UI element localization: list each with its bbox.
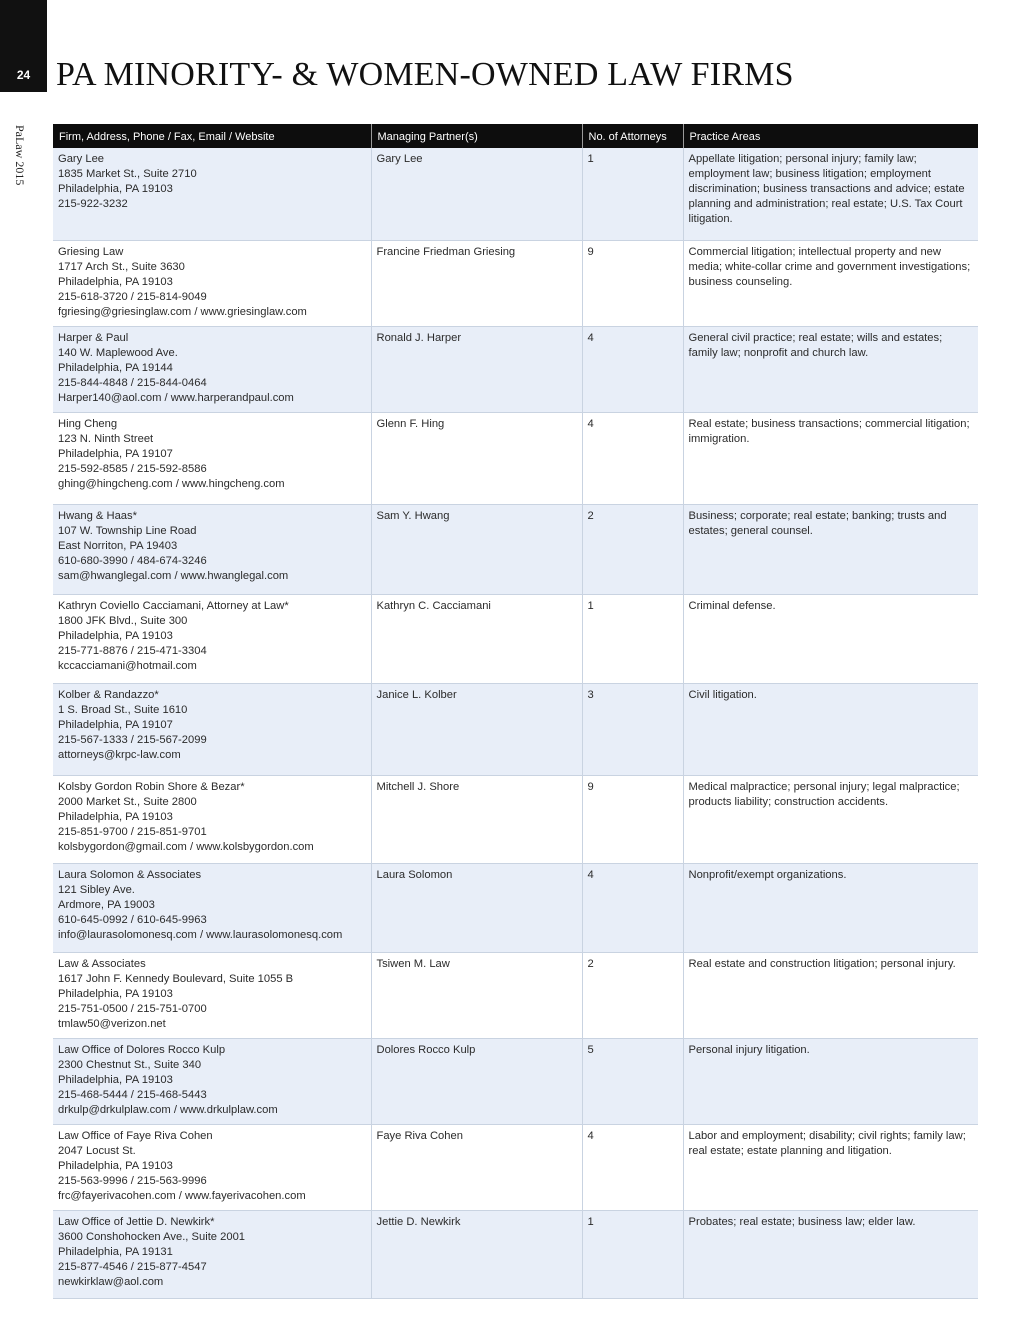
practice-areas-cell: General civil practice; real estate; wills and estates; family law; nonprofit and church law. (683, 326, 978, 412)
practice-areas-cell: Real estate; business transactions; commercial litigation; immigration. (683, 412, 978, 504)
firm-detail-line: East Norriton, PA 19403 (58, 539, 178, 552)
firm-cell (53, 775, 371, 863)
table-row (53, 863, 978, 952)
firm-cell (53, 240, 371, 326)
firm-detail-line: 2000 Market St., Suite 2800 (58, 795, 197, 808)
firm-detail-line: 3600 Conshohocken Ave., Suite 2001 (58, 1230, 246, 1243)
header-practice-areas: Practice Areas (683, 124, 978, 148)
practice-areas-cell: Probates; real estate; business law; elder law. (683, 1210, 978, 1298)
attorney-count-cell: 1 (582, 1210, 683, 1298)
firm-detail-line: Philadelphia, PA 19131 (58, 1245, 173, 1258)
firm-cell (53, 683, 371, 775)
managing-partner-cell: Faye Riva Cohen (371, 1124, 582, 1210)
firm-cell (53, 952, 371, 1038)
firm-detail-line: Philadelphia, PA 19107 (58, 718, 173, 731)
managing-partner-cell: Jettie D. Newkirk (371, 1210, 582, 1298)
firm-detail-line: 1835 Market St., Suite 2710 (58, 168, 197, 180)
firm-detail-line: 140 W. Maplewood Ave. (58, 346, 178, 359)
firm-cell (53, 412, 371, 504)
firm-detail-line: Philadelphia, PA 19144 (58, 361, 173, 374)
attorney-count-cell: 2 (582, 952, 683, 1038)
firm-detail-line: info@laurasolomonesq.com / www.laurasolomonesq.com (58, 928, 343, 941)
firm-detail-line: sam@hwanglegal.com / www.hwanglegal.com (58, 569, 289, 582)
firm-cell (53, 594, 371, 683)
firm-name: Hing Cheng (58, 417, 118, 430)
practice-areas-cell: Business; corporate; real estate; banking; trusts and estates; general counsel. (683, 504, 978, 594)
attorney-count-cell: 9 (582, 775, 683, 863)
firm-detail-line: 215-771-8876 / 215-471-3304 (58, 644, 207, 657)
firm-detail-line: 2047 Locust St. (58, 1144, 136, 1157)
firm-detail-line: 107 W. Township Line Road (58, 524, 197, 537)
managing-partner-cell: Gary Lee (371, 148, 582, 240)
firm-detail-line: drkulp@drkulplaw.com / www.drkulplaw.com (58, 1103, 278, 1116)
firm-detail-line: Philadelphia, PA 19103 (58, 1073, 173, 1086)
attorney-count-cell: 9 (582, 240, 683, 326)
table-row (53, 1038, 978, 1124)
firm-cell (53, 504, 371, 594)
practice-areas-cell: Appellate litigation; personal injury; family law; employment law; business litigation; employment discrimination; business transactions and advice; estate planning and administration; real estate; U.S. Tax Court litigation. (683, 148, 978, 240)
attorney-count-cell: 2 (582, 504, 683, 594)
publication-label: PaLaw 2015 (13, 125, 27, 186)
managing-partner-cell: Tsiwen M. Law (371, 952, 582, 1038)
practice-areas-cell: Civil litigation. (683, 683, 978, 775)
firm-detail-line: kolsbygordon@gmail.com / www.kolsbygordon.com (58, 840, 314, 853)
firm-cell (53, 1124, 371, 1210)
firm-name: Griesing Law (58, 245, 124, 258)
table-row (53, 1124, 978, 1210)
firm-detail-line: 1717 Arch St., Suite 3630 (58, 260, 185, 273)
firm-detail-line: 215-563-9996 / 215-563-9996 (58, 1174, 207, 1187)
table-row (53, 326, 978, 412)
firm-detail-line: 610-680-3990 / 484-674-3246 (58, 554, 207, 567)
firm-detail-line: 121 Sibley Ave. (58, 883, 135, 896)
attorney-count-cell: 3 (582, 683, 683, 775)
firm-detail-line: attorneys@krpc-law.com (58, 748, 181, 761)
attorney-count-cell: 4 (582, 326, 683, 412)
firm-name: Laura Solomon & Associates (58, 868, 202, 881)
firm-detail-line: 610-645-0992 / 610-645-9963 (58, 913, 207, 926)
firm-name: Kolber & Randazzo* (58, 688, 159, 701)
firm-detail-line: newkirklaw@aol.com (58, 1275, 164, 1288)
firm-name: Law Office of Jettie D. Newkirk* (58, 1215, 215, 1228)
firm-detail-line: frc@fayerivacohen.com / www.fayerivacohen.com (58, 1189, 306, 1202)
managing-partner-cell: Sam Y. Hwang (371, 504, 582, 594)
firm-detail-line: Philadelphia, PA 19103 (58, 275, 173, 288)
firm-detail-line: 215-851-9700 / 215-851-9701 (58, 825, 207, 838)
firm-detail-line: 1617 John F. Kennedy Boulevard, Suite 1055 B (58, 972, 294, 985)
practice-areas-cell: Real estate and construction litigation; personal injury. (683, 952, 978, 1038)
firm-detail-line: 1 S. Broad St., Suite 1610 (58, 703, 188, 716)
header-firm: Firm, Address, Phone / Fax, Email / Website (53, 124, 371, 148)
table-row (53, 240, 978, 326)
firm-detail-line: 123 N. Ninth Street (58, 432, 154, 445)
practice-areas-cell: Nonprofit/exempt organizations. (683, 863, 978, 952)
table-row (53, 952, 978, 1038)
firm-detail-line: Philadelphia, PA 19103 (58, 183, 173, 195)
firm-detail-line: ghing@hingcheng.com / www.hingcheng.com (58, 477, 285, 490)
firm-name: Law Office of Faye Riva Cohen (58, 1129, 213, 1142)
firm-detail-line: 215-618-3720 / 215-814-9049 (58, 290, 207, 303)
practice-areas-cell: Medical malpractice; personal injury; legal malpractice; products liability; construction accidents. (683, 775, 978, 863)
page-title: PA MINORITY- & WOMEN-OWNED LAW FIRMS (56, 56, 794, 93)
firm-detail-line: Philadelphia, PA 19103 (58, 629, 173, 642)
firm-name: Law & Associates (58, 957, 146, 970)
managing-partner-cell: Mitchell J. Shore (371, 775, 582, 863)
firm-detail-line: 215-877-4546 / 215-877-4547 (58, 1260, 207, 1273)
header-attorney-count: No. of Attorneys (582, 124, 683, 148)
firm-detail-line: Philadelphia, PA 19103 (58, 810, 173, 823)
firm-name: Kathryn Coviello Cacciamani, Attorney at Law* (58, 599, 289, 612)
firm-cell (53, 148, 371, 240)
page-number: 24 (16, 68, 31, 82)
table-body (53, 148, 978, 1298)
firm-name: Gary Lee (58, 153, 105, 165)
table-row (53, 412, 978, 504)
firm-detail-line: 2300 Chestnut St., Suite 340 (58, 1058, 202, 1071)
firm-cell (53, 863, 371, 952)
firm-cell (53, 1210, 371, 1298)
firm-cell (53, 1038, 371, 1124)
firm-detail-line: Philadelphia, PA 19103 (58, 987, 173, 1000)
firm-detail-line: Ardmore, PA 19003 (58, 898, 155, 911)
firm-detail-line: tmlaw50@verizon.net (58, 1017, 166, 1030)
firm-detail-line: fgriesing@griesinglaw.com / www.griesinglaw.com (58, 305, 307, 318)
firm-name: Harper & Paul (58, 331, 129, 344)
table-row (53, 1210, 978, 1298)
managing-partner-cell: Laura Solomon (371, 863, 582, 952)
practice-areas-cell: Commercial litigation; intellectual property and new media; white-collar crime and government investigations; business counseling. (683, 240, 978, 326)
table-header-row (53, 124, 978, 148)
attorney-count-cell: 1 (582, 594, 683, 683)
table-row (53, 148, 978, 240)
firm-detail-line: 215-844-4848 / 215-844-0464 (58, 376, 207, 389)
table-row (53, 594, 978, 683)
attorney-count-cell: 5 (582, 1038, 683, 1124)
firm-detail-line: 1800 JFK Blvd., Suite 300 (58, 614, 188, 627)
law-firms-table (53, 124, 978, 1299)
attorney-count-cell: 1 (582, 148, 683, 240)
managing-partner-cell: Dolores Rocco Kulp (371, 1038, 582, 1124)
firm-name: Kolsby Gordon Robin Shore & Bezar* (58, 780, 245, 793)
attorney-count-cell: 4 (582, 412, 683, 504)
firm-cell (53, 326, 371, 412)
firm-detail-line: 215-922-3232 (58, 198, 128, 210)
managing-partner-cell: Kathryn C. Cacciamani (371, 594, 582, 683)
managing-partner-cell: Francine Friedman Griesing (371, 240, 582, 326)
table-row (53, 683, 978, 775)
attorney-count-cell: 4 (582, 1124, 683, 1210)
practice-areas-cell: Personal injury litigation. (683, 1038, 978, 1124)
table-row (53, 775, 978, 863)
practice-areas-cell: Labor and employment; disability; civil rights; family law; real estate; estate planning and litigation. (683, 1124, 978, 1210)
firm-detail-line: kccacciamani@hotmail.com (58, 659, 197, 672)
firm-detail-line: Philadelphia, PA 19103 (58, 1159, 173, 1172)
firm-detail-line: 215-592-8585 / 215-592-8586 (58, 462, 207, 475)
firm-name: Hwang & Haas* (58, 509, 137, 522)
firm-detail-line: 215-751-0500 / 215-751-0700 (58, 1002, 207, 1015)
firm-detail-line: Philadelphia, PA 19107 (58, 447, 173, 460)
practice-areas-cell: Criminal defense. (683, 594, 978, 683)
header-managing-partner: Managing Partner(s) (371, 124, 582, 148)
managing-partner-cell: Janice L. Kolber (371, 683, 582, 775)
firm-detail-line: 215-567-1333 / 215-567-2099 (58, 733, 207, 746)
managing-partner-cell: Ronald J. Harper (371, 326, 582, 412)
firm-detail-line: Harper140@aol.com / www.harperandpaul.com (58, 391, 294, 404)
firm-name: Law Office of Dolores Rocco Kulp (58, 1043, 226, 1056)
managing-partner-cell: Glenn F. Hing (371, 412, 582, 504)
attorney-count-cell: 4 (582, 863, 683, 952)
table-row (53, 504, 978, 594)
firm-detail-line: 215-468-5444 / 215-468-5443 (58, 1088, 207, 1101)
